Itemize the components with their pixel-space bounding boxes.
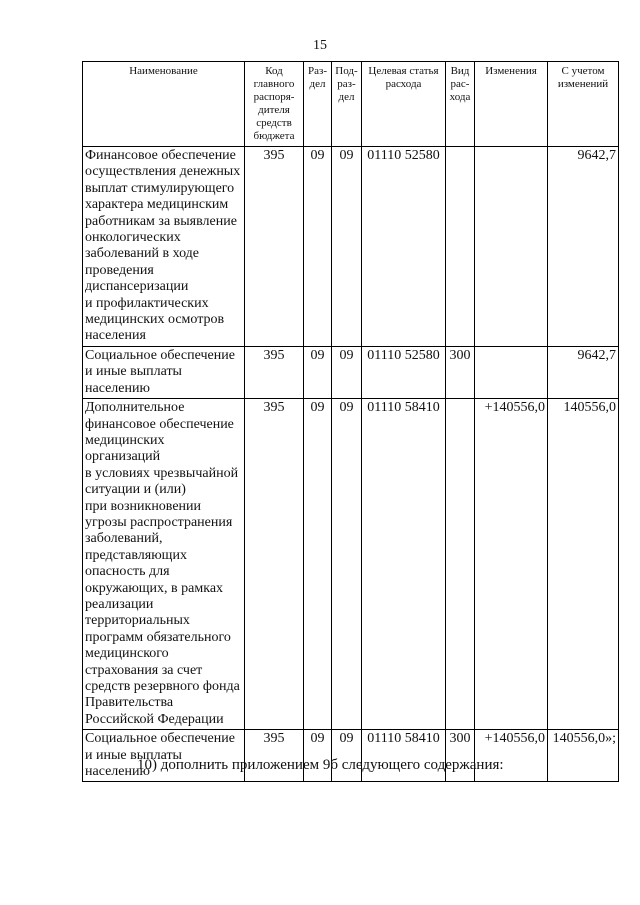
- row-total: 140556,0»;: [548, 730, 619, 782]
- row-section: 09: [304, 346, 332, 398]
- row-target: 01110 52580: [362, 147, 446, 347]
- table-row: [83, 730, 619, 782]
- row-type: [446, 399, 475, 730]
- row-code: 395: [245, 346, 304, 398]
- instruction-text: 10) дополнить приложением 9б следующего содержания:: [137, 757, 504, 773]
- row-section: 09: [304, 730, 332, 782]
- row-target: 01110 52580: [362, 346, 446, 398]
- budget-table: [82, 61, 619, 782]
- header-name: Наименование: [83, 62, 245, 147]
- row-total: 140556,0: [548, 399, 619, 730]
- table-row: [83, 147, 619, 347]
- header-section: Раз-дел: [304, 62, 332, 147]
- row-name: Дополнительное финансовое обеспечение медицинских организаций в условиях чрезвычайной ситуации и (или) при возникновении угрозы распространения заболеваний, представляющих опасность для окружающих, в рамках реализации территориальных программ обязательного медицинского страхования за счет средств резервного фонда Правительства Российской Федерации: [83, 399, 245, 730]
- row-changes: +140556,0: [475, 399, 548, 730]
- row-section: 09: [304, 399, 332, 730]
- row-changes: +140556,0: [475, 730, 548, 782]
- row-name: Социальное обеспечение и иные выплаты населению: [83, 346, 245, 398]
- row-type: 300: [446, 730, 475, 782]
- row-code: 395: [245, 730, 304, 782]
- row-total: 9642,7: [548, 346, 619, 398]
- row-code: 395: [245, 147, 304, 347]
- row-subsection: 09: [332, 730, 362, 782]
- row-subsection: 09: [332, 399, 362, 730]
- row-changes: [475, 147, 548, 347]
- row-name: Финансовое обеспечение осуществления денежных выплат стимулирующего характера медицинским работникам за выявление онкологических заболеваний в ходе проведения диспансеризации и профилактических медицинских осмотров населения: [83, 147, 245, 347]
- row-subsection: 09: [332, 147, 362, 347]
- table-header-row: [83, 62, 619, 147]
- row-type: [446, 147, 475, 347]
- row-total: 9642,7: [548, 147, 619, 347]
- row-target: 01110 58410: [362, 730, 446, 782]
- table-row: [83, 399, 619, 730]
- header-subsection: Под-раз-дел: [332, 62, 362, 147]
- row-type: 300: [446, 346, 475, 398]
- row-subsection: 09: [332, 346, 362, 398]
- row-changes: [475, 346, 548, 398]
- header-code: Код главного распоря-дителя средств бюджета: [245, 62, 304, 147]
- row-target: 01110 58410: [362, 399, 446, 730]
- header-changes: Изменения: [475, 62, 548, 147]
- row-section: 09: [304, 147, 332, 347]
- header-target: Целевая статья расхода: [362, 62, 446, 147]
- header-total: С учетом изменений: [548, 62, 619, 147]
- row-name: Социальное обеспечение и иные выплаты населению: [83, 730, 245, 782]
- row-code: 395: [245, 399, 304, 730]
- page-number: 15: [313, 38, 327, 53]
- table-row: [83, 346, 619, 398]
- header-type: Вид рас-хода: [446, 62, 475, 147]
